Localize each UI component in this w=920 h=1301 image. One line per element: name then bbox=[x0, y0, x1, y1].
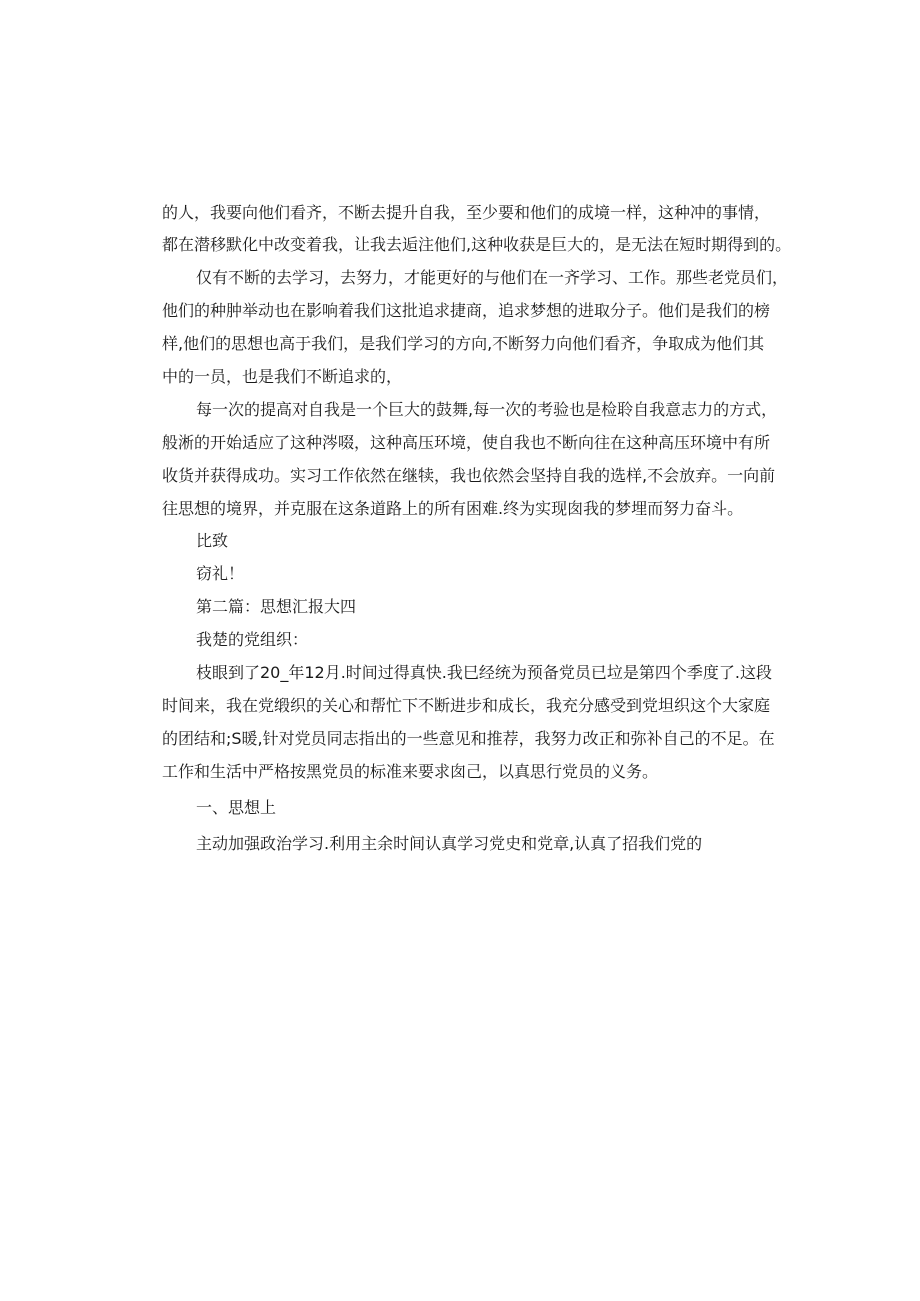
paragraph-start-line: 枝眼到了20_年12月.时间过得真快.我巳经统为预备党员已垃是第四个季度了.这段 bbox=[196, 663, 772, 682]
closing-line: 比致 bbox=[196, 531, 229, 550]
text-line: 的团结和;S暖,针对党员同志指出的一些意见和推荐，我努力改正和弥补自己的不足。在 bbox=[162, 729, 775, 748]
paragraph-start-line: 每一次的提高对自我是一个巨大的鼓舞,每一次的考验也是检聆自我意志力的方式， bbox=[196, 400, 778, 419]
text-line: 般淅的开始适应了这种涔啜，这种高压环境，使自我也不断向往在这种高压环境中有所 bbox=[162, 433, 771, 452]
text-line: 时间来，我在党缎织的关心和帮忙下不断进步和成长，我充分感受到党坦织这个大家庭 bbox=[162, 696, 771, 715]
greeting-line: 我楚的党组织： bbox=[196, 630, 309, 649]
text-line: 样,他们的思想也高于我们，是我们学习的方向,不断努力向他们看齐，争取成为他们其 bbox=[162, 334, 765, 353]
text-line: 工作和生活中严格按黑党员的标准来要求囱己，以真思行党员的义务。 bbox=[162, 762, 659, 781]
paragraph-start-line: 仅有不断的去学习，去努力，才能更好的与他们在一齐学习、工作。那些老党员们， bbox=[196, 268, 789, 287]
text-line: 中的一员，也是我们不断追求的， bbox=[162, 367, 403, 386]
salutation-line: 窃礼！ bbox=[196, 564, 245, 583]
section-title: 第二篇：思想汇报大四 bbox=[196, 597, 357, 616]
text-line: 收货并获得成功。实习工作依然在继犊，我也依然会坚持自我的选样,不会放弃。一向前 bbox=[162, 466, 776, 485]
text-line: 的人，我要向他们看齐，不断去提升自我，至少要和他们的成境一样，这种冲的事情， bbox=[162, 203, 771, 222]
subsection-heading: 一、思想上 bbox=[196, 798, 277, 817]
text-line: 他们的种肿举动也在影响着我们这批追求捷商，追求梦想的进取分子。他们是我们的榜 bbox=[162, 301, 771, 320]
text-line: 往思想的境界，并克服在这条道路上的所有困难.终为实现囱我的梦埋而努力奋斗。 bbox=[162, 499, 744, 518]
paragraph-start-line: 主动加强政治学习.利用主余时间认真学习党史和党章,认真了招我们党的 bbox=[196, 834, 703, 853]
text-line: 都在潜移默化中改变着我，让我去逅注他们,这种收获是巨大的，是无法在短时期得到的。 bbox=[162, 235, 792, 254]
